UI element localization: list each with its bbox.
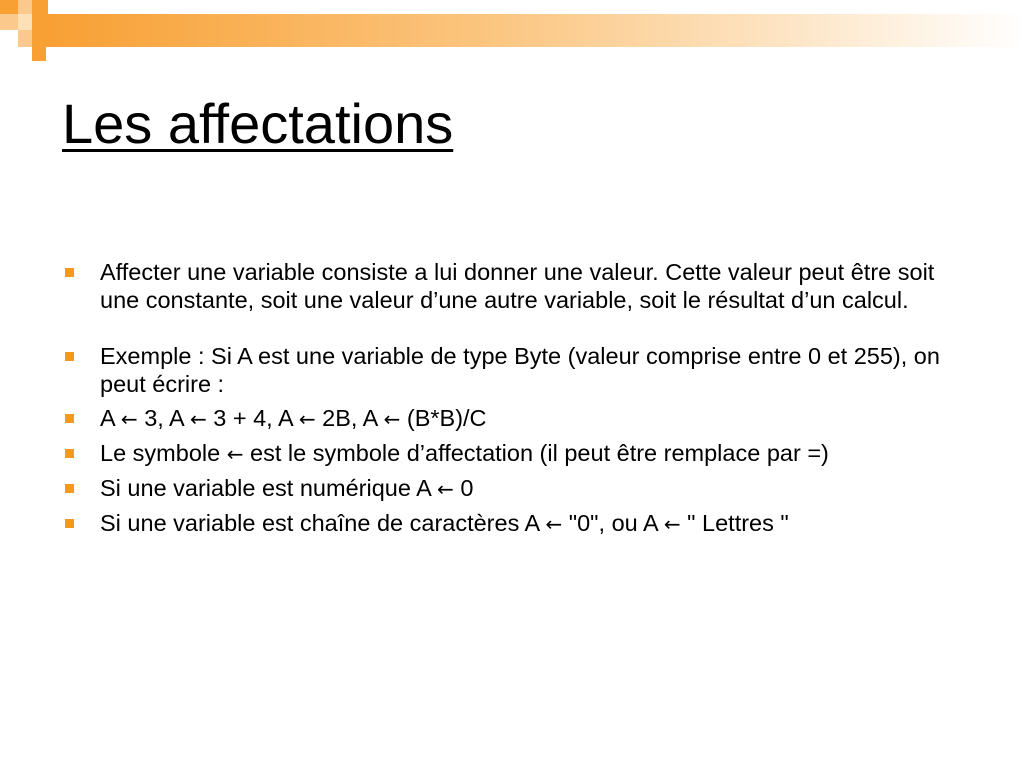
decor-square bbox=[32, 0, 48, 14]
bullet-item bbox=[62, 509, 967, 538]
square-bullet-icon bbox=[65, 484, 74, 493]
left-arrow-icon: ← bbox=[120, 407, 138, 431]
decor-square bbox=[32, 47, 46, 61]
bullet-item bbox=[62, 474, 967, 503]
text-fragment: Si une variable est chaîne de caractères A bbox=[100, 510, 546, 536]
decor-square bbox=[18, 30, 32, 47]
left-arrow-icon: ← bbox=[383, 407, 401, 431]
slide-title: Les affectations bbox=[62, 92, 454, 155]
left-arrow-icon: ← bbox=[663, 512, 681, 536]
bullet-text bbox=[100, 405, 487, 431]
square-bullet-icon bbox=[65, 519, 74, 528]
text-fragment: " Lettres " bbox=[680, 510, 789, 536]
decor-square bbox=[32, 14, 48, 47]
text-fragment: (B*B)/C bbox=[400, 405, 487, 431]
bullet-text: Exemple : Si A est une variable de type Byte (valeur comprise entre 0 et 255), on peut écrire : bbox=[100, 343, 940, 397]
decor-square bbox=[0, 14, 18, 30]
bullet-item bbox=[62, 342, 967, 398]
left-arrow-icon: ← bbox=[189, 407, 207, 431]
text-fragment: 3 + 4, A bbox=[206, 405, 299, 431]
bullet-item bbox=[62, 404, 967, 433]
text-fragment: Si une variable est numérique A bbox=[100, 475, 438, 501]
left-arrow-icon: ← bbox=[545, 512, 563, 536]
left-arrow-icon: ← bbox=[226, 442, 244, 466]
bullet-list bbox=[62, 258, 967, 544]
square-bullet-icon bbox=[65, 352, 74, 361]
bullet-text bbox=[100, 475, 473, 501]
text-fragment: 2B, A bbox=[315, 405, 384, 431]
left-arrow-icon: ← bbox=[298, 407, 316, 431]
decor-square bbox=[18, 0, 32, 14]
square-bullet-icon bbox=[65, 414, 74, 423]
text-fragment: 0 bbox=[453, 475, 474, 501]
left-arrow-icon: ← bbox=[437, 477, 454, 501]
bullet-item bbox=[62, 439, 967, 468]
text-fragment: 3, A bbox=[137, 405, 190, 431]
text-fragment: "0", ou A bbox=[562, 510, 664, 536]
text-fragment: A bbox=[100, 405, 121, 431]
bullet-text bbox=[100, 440, 829, 466]
bullet-item bbox=[62, 258, 967, 314]
decor-square bbox=[0, 0, 18, 14]
decor-square bbox=[18, 14, 32, 30]
text-fragment: Le symbole bbox=[100, 440, 227, 466]
bullet-text: Affecter une variable consiste a lui donner une valeur. Cette valeur peut être soit une constante, soit une valeur d’une autre variable, soit le résultat d’un calcul. bbox=[100, 259, 935, 313]
square-bullet-icon bbox=[65, 268, 74, 277]
text-fragment: est le symbole d’affectation (il peut être remplace par =) bbox=[243, 440, 829, 466]
bullet-text bbox=[100, 510, 789, 536]
header-decor-band bbox=[48, 14, 1024, 47]
square-bullet-icon bbox=[65, 449, 74, 458]
